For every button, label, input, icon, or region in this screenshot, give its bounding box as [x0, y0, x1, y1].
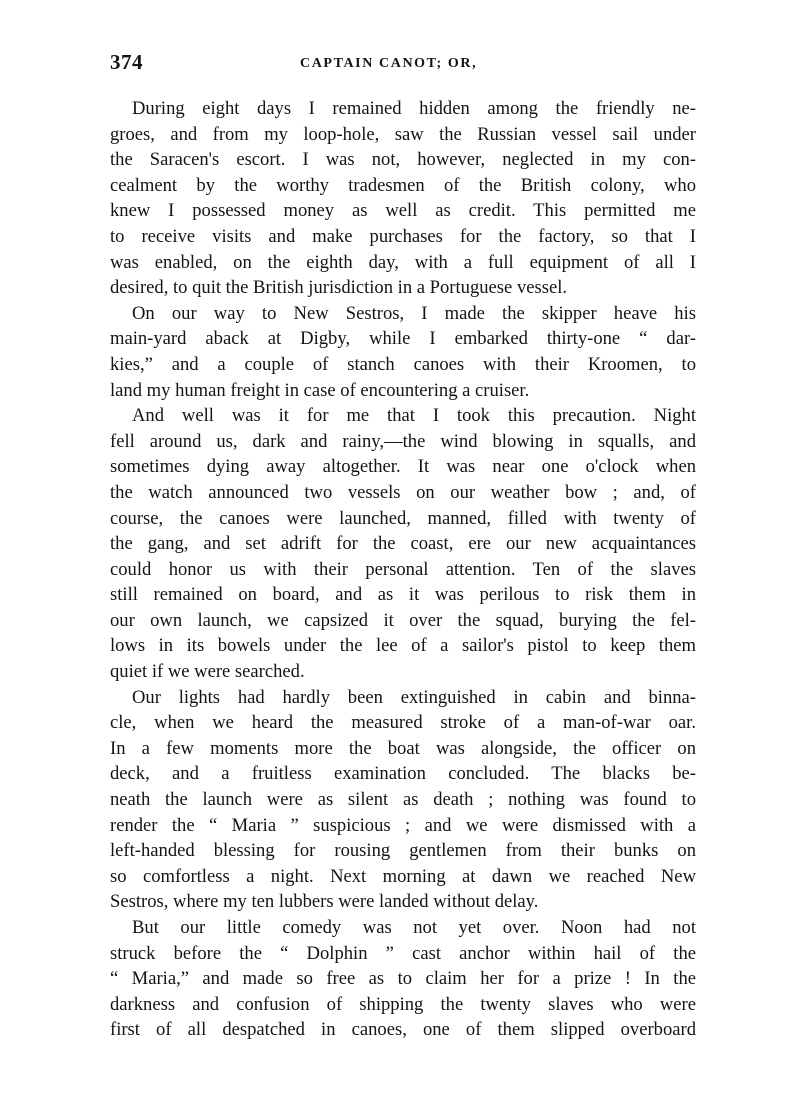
- text-line: the gang, and set adrift for the coast, ere our new acquaintances: [110, 533, 696, 555]
- running-head: CAPTAIN CANOT; OR,: [300, 56, 478, 71]
- text-line: land my human freight in case of encountering a cruiser.: [110, 379, 530, 401]
- text-line: groes, and from my loop-hole, saw the Russian vessel sail under: [110, 123, 696, 145]
- text-line: so comfortless a night. Next morning at dawn we reached New: [110, 865, 696, 887]
- text-line: struck before the “ Dolphin ” cast anchor within hail of the: [110, 942, 696, 964]
- text-line: kies,” and a couple of stanch canoes with their Kroomen, to: [110, 353, 696, 375]
- text-line: Sestros, where my ten lubbers were landed without delay.: [110, 891, 539, 913]
- text-line: fell around us, dark and rainy,—the wind blowing in squalls, and: [110, 430, 696, 452]
- text-line: the Saracen's escort. I was not, however, neglected in my con-: [110, 149, 696, 171]
- text-line: our own launch, we capsized it over the squad, burying the fel-: [110, 609, 696, 631]
- text-line: neath the launch were as silent as death ; nothing was found to: [110, 789, 696, 811]
- text-line: main-yard aback at Digby, while I embarked thirty-one “ dar-: [110, 328, 696, 350]
- text-line: sometimes dying away altogether. It was near one o'clock when: [110, 456, 696, 478]
- text-line: Our lights had hardly been extinguished in cabin and binna-: [132, 686, 696, 708]
- text-line: On our way to New Sestros, I made the skipper heave his: [132, 302, 696, 324]
- text-line: quiet if we were searched.: [110, 661, 305, 683]
- text-line: In a few moments more the boat was alongside, the officer on: [110, 737, 696, 759]
- text-line: cle, when we heard the measured stroke of a man-of-war oar.: [110, 712, 696, 734]
- text-line: “ Maria,” and made so free as to claim her for a prize ! In the: [110, 968, 696, 990]
- text-line: knew I possessed money as well as credit. This permitted me: [110, 200, 696, 222]
- page-number: 374: [110, 50, 143, 74]
- text-line: the watch announced two vessels on our weather bow ; and, of: [110, 481, 696, 503]
- text-line: was enabled, on the eighth day, with a full equipment of all I: [110, 251, 696, 273]
- text-line: still remained on board, and as it was perilous to risk them in: [110, 584, 696, 606]
- text-line: cealment by the worthy tradesmen of the British colony, who: [110, 174, 696, 196]
- text-line: render the “ Maria ” suspicious ; and we were dismissed with a: [110, 814, 696, 836]
- text-line: deck, and a fruitless examination concluded. The blacks be-: [110, 763, 696, 785]
- text-line: course, the canoes were launched, manned, filled with twenty of: [110, 507, 696, 529]
- text-line: And well was it for me that I took this precaution. Night: [132, 405, 696, 427]
- text-line: left-handed blessing for rousing gentlemen from their bunks on: [110, 840, 696, 862]
- text-line: to receive visits and make purchases for the factory, so that I: [110, 225, 696, 247]
- text-line: could honor us with their personal attention. Ten of the slaves: [110, 558, 696, 580]
- text-line: During eight days I remained hidden among the friendly ne-: [132, 98, 696, 119]
- body-text: [110, 96, 696, 1043]
- text-line: first of all despatched in canoes, one of them slipped overboard: [110, 1019, 696, 1041]
- page-header: [110, 50, 696, 80]
- text-line: desired, to quit the British jurisdiction in a Portuguese vessel.: [110, 277, 568, 299]
- text-line: But our little comedy was not yet over. Noon had not: [132, 917, 696, 938]
- text-line: lows in its bowels under the lee of a sailor's pistol to keep them: [110, 635, 696, 657]
- text-line: darkness and confusion of shipping the twenty slaves who were: [110, 993, 696, 1015]
